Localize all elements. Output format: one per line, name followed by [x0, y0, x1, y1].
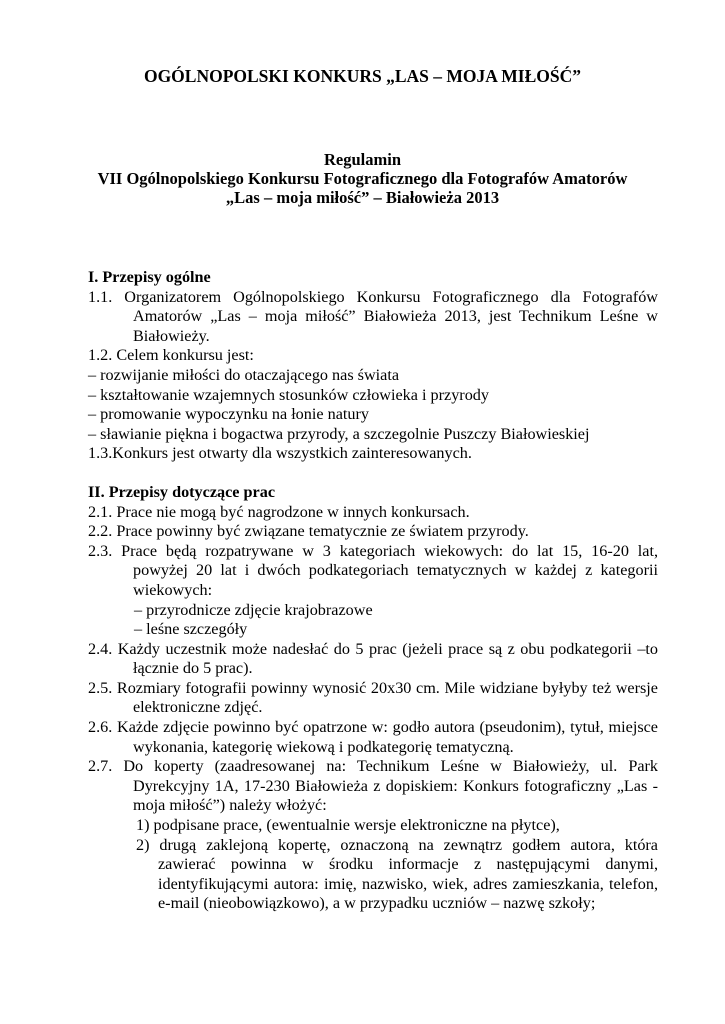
document-title: OGÓLNOPOLSKI KONKURS „LAS – MOJA MIŁOŚĆ” [143, 66, 582, 86]
regulation-label: Regulamin [323, 150, 401, 169]
goal-item: – rozwijanie miłości do otaczającego nas świata [88, 365, 400, 384]
regulation-header [0, 150, 725, 207]
subcategory-item: – przyrodnicze zdjęcie krajobrazowe [134, 600, 373, 619]
regulation-edition: „Las – moja miłość” – Białowieża 2013 [225, 188, 500, 207]
paragraph-1-2: 1.2. Celem konkursu jest: [88, 346, 254, 365]
goal-item: – sławianie piękna i bogactwa przyrody, a szczegolnie Puszczy Białowieskiej [88, 424, 590, 443]
paragraph-2-1: 2.1. Prace nie mogą być nagrodzone w innych konkursach. [88, 502, 470, 521]
paragraph-2-6: 2.6. Każde zdjęcie powinno być opatrzone w: godło autora (pseudonim), tytuł, miejsce wykonania, kategorię wiekową i podkategorię tematyczną. [88, 718, 658, 756]
goal-item: – kształtowanie wzajemnych stosunków człowieka i przyrody [88, 385, 489, 404]
envelope-item: 2) drugą zaklejoną kopertę, oznaczoną na zewnątrz godłem autora, która zawierać powinna w środku informacje z następującymi danymi, identyfikującymi autora: imię, nazwisko, wiek, adres zamieszkania, telefon, e-mail (nieobowiązkowo), a w przypadku uczniów – nazwę szkoły; [136, 835, 658, 913]
paragraph-1-3: 1.3.Konkurs jest otwarty dla wszystkich zainteresowanych. [88, 444, 472, 463]
paragraph-2-3: 2.3. Prace będą rozpatrywane w 3 kategoriach wiekowych: do lat 15, 16-20 lat, powyżej 20 lat i dwóch podkategoriach tematycznych w każdej z kategorii wiekowych: [88, 541, 658, 599]
envelope-item: 1) podpisane prace, (ewentualnie wersje elektroniczne na płytce), [136, 816, 560, 835]
paragraph-2-4: 2.4. Każdy uczestnik może nadesłać do 5 prac (jeżeli prace są z obu podkategorii –to łącznie do 5 prac). [88, 639, 658, 678]
goal-item: – promowanie wypoczynku na łonie natury [88, 405, 369, 424]
document-body [88, 268, 658, 914]
regulation-subtitle: VII Ogólnopolskiego Konkursu Fotograficznego dla Fotografów Amatorów [97, 169, 628, 188]
paragraph-2-2: 2.2. Prace powinny być związane tematycznie ze światem przyrody. [88, 522, 529, 541]
paragraph-2-7: 2.7. Do koperty (zaadresowanej na: Technikum Leśne w Białowieży, ul. Park Dyrekcyjny 1A, 17-230 Białowieża z dopiskiem: Konkurs fotograficzny „Las - moja miłość”) należy włożyć: [88, 757, 658, 815]
section-1-heading: I. Przepisy ogólne [88, 268, 211, 286]
paragraph-2-5: 2.5. Rozmiary fotografii powinny wynosić 20x30 cm. Mile widziane byłyby też wersje elektroniczne zdjęć. [88, 678, 658, 717]
paragraph-1-1: 1.1. Organizatorem Ogólnopolskiego Konkursu Fotograficznego dla Fotografów Amatorów „Las – moja miłość” Białowieża 2013, jest Technikum Leśne w Białowieży. [88, 287, 658, 345]
section-2-heading: II. Przepisy dotyczące prac [88, 482, 276, 501]
subcategory-item: – leśne szczegóły [134, 620, 248, 639]
